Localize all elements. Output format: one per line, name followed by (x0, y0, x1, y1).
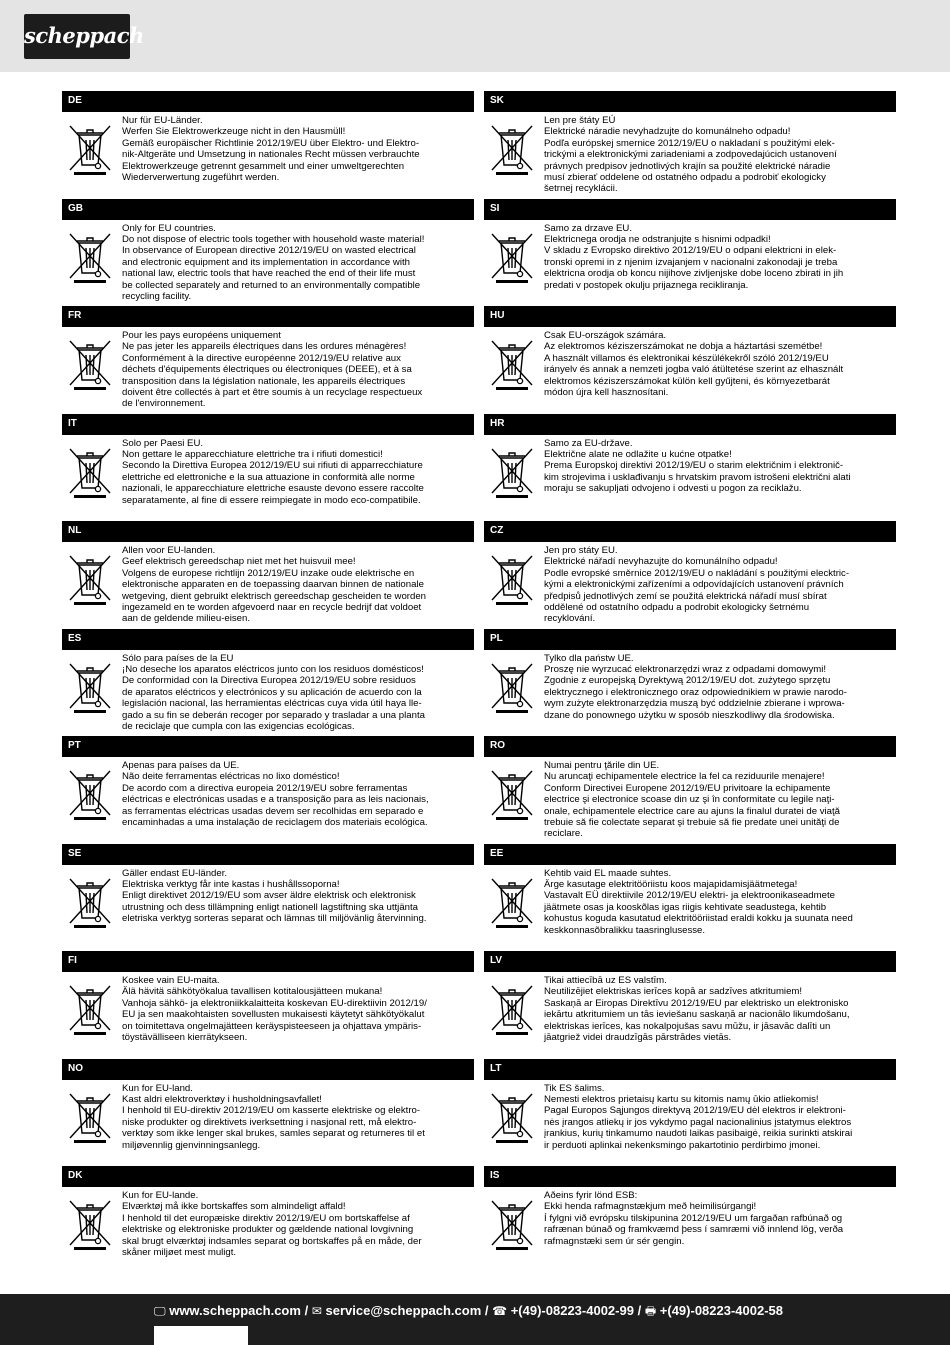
language-bar (484, 306, 896, 327)
language-bar (484, 736, 896, 757)
weee-section-es (62, 629, 474, 737)
language-bar (62, 414, 474, 435)
weee-section-sk (484, 91, 896, 199)
weee-section-ee (484, 844, 896, 952)
language-bar (62, 951, 474, 972)
crossed-bin-icon (486, 443, 538, 499)
crossed-bin-icon (64, 873, 116, 929)
crossed-bin-icon (486, 228, 538, 284)
weee-section-lv (484, 951, 896, 1059)
weee-section-cz (484, 521, 896, 629)
page-header (0, 0, 950, 72)
section-text: Solo per Paesi EU. Non gettare le apparecchiature elettriche tra i rifiuti domestici! Secondo la Direttiva Europea 2012/19/EU sui rifiuti di apparrecchiature elettriche ed elettroniche e la sua attuazione in conformità alle norme nazionali, le apparecchiature elettriche esauste devono essere raccolte separatamente, al fine di essere reimpiegate in modo eco-compatibile. (122, 437, 424, 506)
fax-number: +(49)-08223-4002-58 (659, 1303, 784, 1318)
separator: / (637, 1303, 642, 1318)
language-code: DK (68, 1170, 83, 1181)
language-bar (484, 1059, 896, 1080)
weee-section-gb (62, 199, 474, 307)
language-bar (62, 199, 474, 220)
language-bar (484, 1166, 896, 1187)
section-text: Gäller endast EU-länder. Elektriska verktyg får inte kastas i hushållssoporna! Enligt direktivet 2012/19/EU som avser äldre elektrisk och elektronisk utrustning och dess tillämpning enligt nationell lagstiftning ska uttjänta eletriska verktyg sorteras separat och lämnas till miljövänlig återvinning. (122, 867, 427, 925)
footer-tab (154, 1326, 248, 1345)
weee-section-de (62, 91, 474, 199)
weee-section-nl (62, 521, 474, 629)
section-text: Samo za drzave EU. Elektricnega orodja ne odstranjujte s hisnimi odpadki! V skladu z Evropsko direktivo 2012/19/EU o odpani elektricni in elek- tronski opremi in z njenim izvajanjem v nacionalni zakonodaji je treba elektricna orodja ob koncu nijihove zivljenjske dobe loceno zbirati in jih predati v postopek okulju prijaznega recikliranja. (544, 222, 844, 291)
language-bar (484, 414, 896, 435)
crossed-bin-icon (486, 1088, 538, 1144)
language-code: DE (68, 95, 82, 106)
language-code: SK (490, 95, 504, 106)
language-code: NO (68, 1062, 83, 1074)
contact-line (154, 1302, 783, 1323)
page-footer (0, 1294, 950, 1345)
language-code: ES (68, 632, 82, 644)
language-bar (484, 521, 896, 542)
language-bar (62, 1059, 474, 1080)
weee-section-fi (62, 951, 474, 1059)
section-text: Numai pentru ţările din UE. Nu aruncaţi echipamentele electrice la fel ca reziduurile menajere! Conform Directivei Europene 2012/19/EU privitoare la echipamente electrice şi electronice scoase din uz şi în conformitate cu legile naţi- onale, echipamentele electrice care au ajuns la finalul duratei de viaţă trebuie să fie colectate separat şi trebuie să fie predate unei unităţi de reciclare. (544, 760, 840, 840)
section-text: Kehtib vaid EL maade suhtes. Ärge kasutage elektritööriistu koos majapidamisjäätmetega! Vastavalt EÜ direktiivile 2012/19/EU elektri- ja elektroonikaseadmete jäätmete osas ja kooskõlas igas riigis kehtivate seadustega, kehtib kohustus koguda kasutatud elektritööriistad eraldi kokku ja suunata need keskkonnasõbralikku taasringlusesse. (544, 867, 853, 936)
language-code: LT (490, 1062, 502, 1074)
weee-section-dk (62, 1166, 474, 1274)
language-code: HU (490, 310, 505, 321)
section-text: Tik ES šalims. Nemesti elektros prietaisų kartu su kitomis namų ūkio atliekomis! Pagal Europos Sąjungos direktyvą 2012/19/EU dėl elektros ir elektroni- nės įrangos atliekų ir jos vykdymo pagal nacionalinius įstatymus elektros įrankius, kurių tinkamumo naudoti laikas pasibaigė, reikia surinkti atskirai ir perduoti aplinkai nekenksmingo pakartotinio perdirbimo įmonei. (544, 1082, 853, 1151)
language-bar (484, 199, 896, 220)
weee-section-ro (484, 736, 896, 844)
crossed-bin-icon (64, 980, 116, 1036)
section-text: Aðeins fyrir lönd ESB: Ekki henda rafmagnstækjum með heimilisúrgangi! Í fylgni við evrópsku tilskipunina 2012/19/EU um fargaðan rafbúnað og rafrænan búnað og framkvæmd þess í samræmi við innlend lög, verða rafmagnstæki sem úr sér gengin. (544, 1190, 844, 1247)
language-bar (484, 629, 896, 650)
weee-section-fr (62, 306, 474, 414)
section-text: Tylko dla państw UE. Proszę nie wyrzucać elektronarzędzi wraz z odpadami domowymi! Zgodnie z europejską Dyrektywą 2012/19/EU dot. zużytego sprzętu elektrycznego i elektronicznego oraz odpowiednikiem w prawie narodo- wym zużyte elektronarzędzia muszą być oddzielnie zbierane i wprowa- dzane do ponownego użytku w sposób nieszkodliwy dla środowiska. (544, 652, 847, 721)
weee-section-hr (484, 414, 896, 522)
language-bar (62, 629, 474, 650)
section-text: Only for EU countries. Do not dispose of electric tools together with household waste material! In observance of European directive 2012/19/EU on wasted electrical and electronic equipment and its implementation in accordance with national law, electric tools that have reached the end of their life must be collected separately and returned to an environmentally compatible recycling facility. (122, 222, 425, 302)
crossed-bin-icon (486, 335, 538, 391)
phone-number: +(49)-08223-4002-99 (510, 1303, 634, 1318)
language-code: RO (490, 740, 505, 751)
section-text: Sólo para países de la EU ¡No deseche los aparatos eléctricos junto con los residuos domésticos! De conformidad con la Directiva Europea 2012/19/EU sobre residuos de aparatos eléctricos y electrónicos y su aplicación de acuerdo con la legislación nacional, las herramientas eléctricas cuya vida útil haya lle- gado a su fin se deberán recoger por separado y trasladar a una planta de reciclaje que cumpla con las exigencias ecológicas. (122, 652, 425, 732)
section-text: Kun for EU-lande. Elværktøj må ikke bortskaffes som almindeligt affald! I henhold til det europæiske direktiv 2012/19/EU om bortskaffelse af elektriske og elektroniske produkter og gældende national lovgivning skal brugt elværktøj indsamles separat og bortskaffes på en måde, der skåner miljøet mest muligt. (122, 1190, 422, 1259)
website-link[interactable]: www.scheppach.com (169, 1303, 301, 1318)
crossed-bin-icon (64, 1088, 116, 1144)
section-text: Pour les pays européens uniquement Ne pas jeter les appareils électriques dans les ordures ménagères! Conformément à la directive européenne 2012/19/EU relative aux déchets d'équipements électriques ou électroniques (DEEE), et à sa transposition dans la législation nationale, les appareils électriques doivent être collectés à part et être soumis à un recyclage respectueux de l'environnement. (122, 330, 423, 410)
language-code: PT (68, 740, 81, 751)
section-text: Allen voor EU-landen. Geef elektrisch gereedschap niet met het huisvuil mee! Volgens de europese richtlijn 2012/19/EU inzake oude elektrische en elektronische apparaten en de toepassing daarvan binnen de nationale wetgeving, dient gebruikt elektrisch gereedschap gescheiden te worden ingezameld en te worden afgevoerd naar en recycle bedrijf dat voldoet aan de geldende milieu-eisen. (122, 545, 426, 625)
crossed-bin-icon (64, 658, 116, 714)
weee-section-no (62, 1059, 474, 1167)
crossed-bin-icon (64, 228, 116, 284)
section-text: Nur für EU-Länder. Werfen Sie Elektrowerkzeuge nicht in den Hausmüll! Gemäß europäischer Richtlinie 2012/19/EU über Elektro- und Elektro- nik-Altgeräte und Umsetzung in nationales Recht müssen verbrauchte Elektrowerkzeuge getrennt gesammelt und einer umweltgerechten Wiederverwertung zugeführt werden. (122, 115, 420, 184)
monitor-icon: 🖵 (154, 1304, 166, 1318)
crossed-bin-icon (486, 980, 538, 1036)
left-column (62, 91, 474, 1274)
language-code: HR (490, 417, 505, 429)
crossed-bin-icon (486, 873, 538, 929)
weee-section-lt (484, 1059, 896, 1167)
crossed-bin-icon (64, 335, 116, 391)
language-code: SE (68, 847, 82, 859)
language-code: LV (490, 955, 503, 966)
crossed-bin-icon (64, 765, 116, 821)
language-code: SI (490, 202, 500, 214)
language-code: PL (490, 632, 503, 644)
language-code: FR (68, 310, 82, 321)
language-bar (62, 521, 474, 542)
crossed-bin-icon (64, 443, 116, 499)
weee-section-it (62, 414, 474, 522)
section-text: Samo za EU-države. Električne alate ne odlažite u kućne otpatke! Prema Europskoj direktivi 2012/19/EU o starim električnim i elektronič- kim strojevima i usklađivanju s hrvatskim pravom istrošeni električni alati moraju se sakupljati odvojeno i odvesti u pogon za reciklažu. (544, 437, 851, 495)
language-code: GB (68, 202, 83, 214)
language-bar (62, 306, 474, 327)
separator: / (484, 1303, 489, 1318)
language-bar (62, 844, 474, 865)
right-column (484, 91, 896, 1274)
envelope-icon: ✉ (311, 1304, 322, 1318)
section-text: Len pre štáty EÚ Elektrické náradie nevyhadzujte do komunálneho odpadu! Podľa európskej smernice 2012/19/EU o nakladaní s použitými elek- trickými a elektronickými zariadeniami a zodpovedajúcich ustanovení právnych predpisov jednotlivých krajín sa použité elektrické náradie musí zbierať oddelene od ostatného odpadu a podrobiť ekologicky šetrnej recyklácii. (544, 115, 837, 195)
weee-section-si (484, 199, 896, 307)
weee-section-pt (62, 736, 474, 844)
separator: / (304, 1303, 309, 1318)
language-code: EE (490, 847, 504, 859)
language-bar (484, 951, 896, 972)
crossed-bin-icon (64, 550, 116, 606)
language-code: FI (68, 955, 77, 966)
phone-icon: ☎ (492, 1304, 508, 1318)
section-text: Apenas para países da UE. Não deite ferramentas eléctricas no lixo doméstico! De acordo com a directiva europeia 2012/19/EU sobre ferramentas eléctricas e electrónicas usadas e a transposição para as leis nacionais, as ferramentas eléctricas usadas devem ser recolhidas em separado e encaminhadas a uma instalação de reciclagem dos materiais ecológica. (122, 760, 429, 829)
crossed-bin-icon (486, 765, 538, 821)
language-code: NL (68, 525, 82, 536)
section-text: Kun for EU-land. Kast aldri elektroverktøy i husholdningsavfallet! I henhold til EU-direktiv 2012/19/EU om kasserte elektriske og elektro- niske produkter og direktivets iverksettning i nasjonal rett, må elektro- verktøy som ikke lenger skal brukes, samles separat og returneres til et miljøvennlig gjenvinningsanlegg. (122, 1082, 425, 1151)
crossed-bin-icon (486, 1195, 538, 1251)
language-bar (62, 736, 474, 757)
crossed-bin-icon (486, 120, 538, 176)
crossed-bin-icon (486, 550, 538, 606)
weee-section-pl (484, 629, 896, 737)
crossed-bin-icon (64, 120, 116, 176)
language-code: IT (68, 417, 77, 429)
weee-section-is (484, 1166, 896, 1274)
language-bar (62, 91, 474, 112)
section-text: Csak EU-országok számára. Az elektromos kéziszerszámokat ne dobja a háztartási szemétbe! A használt villamos és elektronikai készülékekről szóló 2012/19/EU irányelv és annak a nemzeti jogba való átültetése szerint az elhasznált elektromos kéziszerszámokat külön kell gyűjteni, és környezetbarát módon újra kell hasznosítani. (544, 330, 844, 399)
weee-section-se (62, 844, 474, 952)
section-text: Tikai attiecībā uz ES valstīm. Neutilizējiet elektriskas ierīces kopā ar sadzīves atkritumiem! Saskaņā ar Eiropas Direktīvu 2012/19/EU par elektrisko un elektronisko iekārtu atkritumiem un tās ieviešanu saskaņā ar nacionālo likumdošanu, elektriskas ierīces, kas nokalpojušas savu mūžu, ir jāsavāc dalīti un jāatgriež videi draudzīgās pārstrādes vietās. (544, 975, 850, 1044)
language-bar (484, 91, 896, 112)
section-text: Jen pro státy EU. Elektrické nářadí nevyhazujte do komunálního odpadu! Podle evropské směrnice 2012/19/EU o nakládání s použitými elecktric- kými a elektronickými zařízeními a odpovídajících ustanovení právních předpisů jednotlivých zemí se použitá elektrická nářadí musí sbírat oddělené od ostatního odpadu a podrobit ekologicky šetrnému recyklování. (544, 545, 850, 625)
language-bar (62, 1166, 474, 1187)
crossed-bin-icon (486, 658, 538, 714)
brand-logo-text: scheppach (24, 23, 144, 48)
crossed-bin-icon (64, 1195, 116, 1251)
weee-section-hu (484, 306, 896, 414)
section-text: Koskee vain EU-maita. Älä hävitä sähkötyökalua tavallisen kotitalousjätteen mukana! Vanhoja sähkö- ja elektroniikkalaitteita koskevan EU-direktiivin 2012/19/ EU ja sen maakohtaisten sovellusten mukaisesti käytetyt sähkötyökalut on toimitettava ongelmajätteen keräyspisteeseen ja ohjattava ympäris- töystävälliseen kierrätykseen. (122, 975, 427, 1044)
fax-icon: 🖶 (644, 1304, 657, 1318)
language-bar (484, 844, 896, 865)
brand-logo (24, 14, 144, 59)
language-code: IS (490, 1170, 500, 1181)
email-link[interactable]: service@scheppach.com (325, 1303, 482, 1318)
language-code: CZ (490, 525, 504, 536)
